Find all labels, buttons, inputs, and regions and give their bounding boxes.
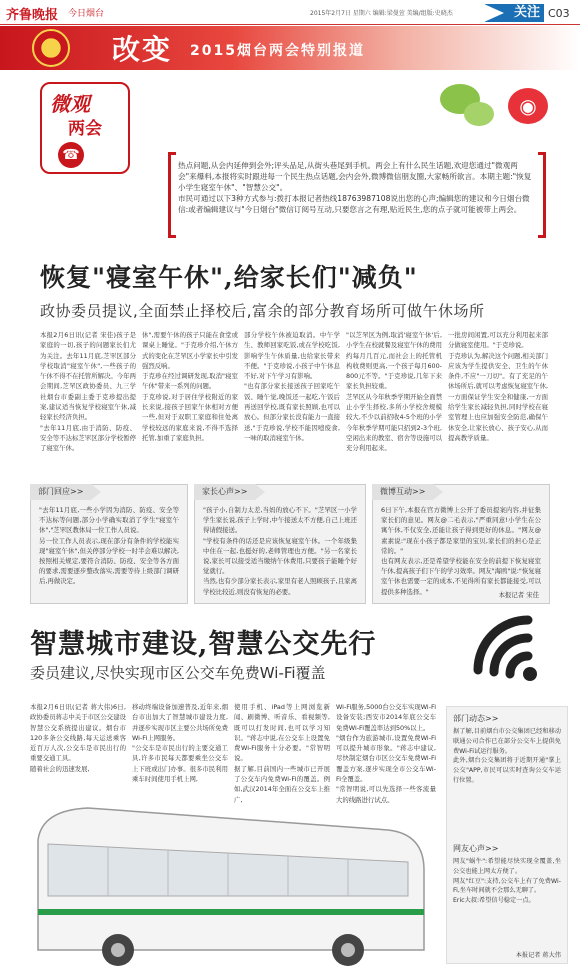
box-heading: 部门回应>> xyxy=(30,484,91,500)
weiguan-line2: 两会 xyxy=(68,119,102,139)
article1-col-2: 休",需要午休的孩子只能在食堂或课桌上睡觉。"于克珍介绍,午休方式的变化在芝罘区小学家长中引发强烈反响。 于克珍在经过调研发现,取消"寝室午休"带来一系列的问题。 于克珍说,对于居住学校附近的家长来说,接孩子回家午休相对方便一些,但对于双职工家庭和住处离学校较远的家庭来说,不得不选择托管,加重了家庭负担。 xyxy=(142,331,238,442)
box-heading: 微博互动>> xyxy=(372,484,433,500)
section-label: 关注 xyxy=(484,4,544,22)
article1-headline: 恢复"寝室午休",给家长们"减负" xyxy=(40,263,418,292)
intro-text: 热点问题,从会内延伸到会外;评头品足,从街头巷尾到手机。两会上有什么民生话题,欢迎您通过"微观两会"来爆料,本报将实时跟进每一个民生热点话题,会内会外,微博微信朋友圈,大家畅所欲言。本期主题:"恢复小学生寝室午休"、"智慧公交"。 市民可通过以下3种方式参与:拨打本报记者热线18763987108说出您的心声;编辑您的建议和今日烟台微信:或者编辑建议与"今日烟台"微信订阅号互动,只要您言之有理,贴近民生,您的点子就可能被带上两会。 xyxy=(178,161,532,214)
box-text: "孩子小,自制力太差,当妈的放心不下。"芝罘区一小学学生家长说,孩子上学时,中午接送太不方便,自己上班还得请假接送。 "学校有条件的话还是应该恢复寝室午休。一个年级集中住在一起,也挺好的,老师管理也方便。"另一名家长说,家长可以接受适当缴纳午休费用,只要孩子能睡个好觉就行。 当然,也有少部分家长表示,家里有老人照顾孩子,且家离学校比较近,则没有恢复的必要。 xyxy=(203,506,357,596)
article2-headline: 智慧城市建设,智慧公交先行 xyxy=(30,629,377,660)
banner-title: 改变 xyxy=(112,33,173,66)
parents-voice-box xyxy=(194,484,366,604)
box-heading: 家长心声>> xyxy=(194,484,255,500)
sidebar-text-1: 据了解,目前烟台市公交集团已经和移动联通公司合作已在部分公交车上提供免费Wi-Fi试运行服务。 此外,烟台公交集团将于近期开通"掌上公交"APP,市民可以实时查询公交车运行位置。 xyxy=(453,728,561,784)
box-text: "去年11月底,一些小学因为消防、防疫、安全等不达标等问题,部分小学确实取消了学生"寝室午休","芝罘区教体局一位工作人员说。 另一位工作人员表示,现在部分有条件的学校能实现"寝室午休",但关停部分学校一时半会难以解决,按照相关规定,要符合消防、防疫、安全等各方面的要求,需要逐步整改落实,需要等待上级部门调研后,再做决定。 xyxy=(39,506,179,586)
article1-col-4: "以芝罘区为例,取消'寝室午休'后,小学生在校就餐及寝室午休的费用约每月几百元,而社会上的托管机构收费则更高,一个孩子每月600-800元不等。"于克珍说,几年下来家长负担较重。 芝罘区从今年秋季学期开始全面禁止小学生择校,多所小学校舍规模较大,不少以前招收4-5个班的小学今年秋季学期可能只招到2-3个班,空闲出来的教室、宿舍等设施可以充分利用起来。 xyxy=(346,331,442,453)
box-text: 6日下午,本报在官方微博上公开了委员提案内容,并征集家长们的意见。网友@二毛表示,"严重同意!小学生在公寓午休,不仅安全,还能让孩子得到更好的休息。"网友@素素说:"现在小孩子都是家里的宝贝,家长们的担心是正常的。" 也有网友表示,还是希望学校能在安全的前提下恢复寝室午休,提高孩子们下午的学习效率。网友"海鸥"说:"恢复寝室午休也需要一定的成本,不见得所有家长都能接受,可以提供多种选择。" xyxy=(381,506,541,596)
article1-subheadline: 政协委员提议,全面禁止择校后,富余的部分教育场所可做午休场所 xyxy=(40,302,485,320)
article1-col-1: 本报2月6日讯(记者 宋佳)孩子是家庭的一切,孩子的问题家长们尤为关注。去年11月底,芝罘区部分学校取消"寝室午休",一些孩子的午休不得不在托管所解决。今年两会期间,芝罘区政协委员、九三学社烟台市委副主委于克珍提出提案,建议适当恢复学校寝室午休,减轻家长经济负担。 "去年11月底,由于消防、防疫、安全等不达标芝罘区部分学校暂停了寝室午休。 xyxy=(40,331,136,453)
article1-col-5: 一批房间闲置,可以充分利用起来部分做寝室使用。"于克珍说。 于克珍认为,解决这个问题,相关部门应该为学生提供安全、卫生的午休条件,不应"一刀切"。有了充足的午休场所后,就可以考虑恢复寝室午休,一方面保证学生安全和健康,一方面给学生家长减轻负担,同时学校在寝室管理上也应加强安全防范,确保午休安全,让家长放心、孩子安心,从而提高教学质量。 xyxy=(448,331,548,442)
sidebar-heading-2: 网友心声>> xyxy=(453,844,499,853)
sidebar-text-2: 网友"蜗牛":希望能尽快实现全覆盖,坐公交也能上网太方便了。 网友"红豆":支持,公交车上有了免费Wi-Fi,坐车时间就不会那么无聊了。 Eric大叔:希望信号稳定一点。 xyxy=(453,858,561,905)
banner-subtitle: 2015烟台两会特别报道 xyxy=(190,43,365,59)
sidebar-byline: 本报记者 蒋大伟 xyxy=(515,952,561,959)
masthead xyxy=(0,0,580,25)
department-response-box xyxy=(30,484,188,604)
edition-name: 今日烟台 xyxy=(68,9,105,19)
newspaper-logo: 齐鲁晚报 xyxy=(6,8,59,23)
special-banner xyxy=(0,26,580,70)
article2-col-4: Wi-Fi服务,5000台公交车实现Wi-Fi设备安装;西安市2014年底公交车免费Wi-Fi覆盖率达到50%以上。 "烟台作为旅游城市,设置免费Wi-Fi可以提升城市形象。"蒋志中建议,尽快制定烟台市区公交车免费Wi-Fi覆盖方案,逐步实现全市公交车Wi-Fi全覆盖。 "常智明说,可以先选择一些客流量大的线路进行试点。 xyxy=(336,703,436,804)
phone-icon: ☎ xyxy=(58,142,84,168)
sidebar-heading-1: 部门动态>> xyxy=(453,714,499,723)
weiguan-logo xyxy=(40,82,130,174)
article2-col-1: 本报2月6日讯(记者 蒋大伟)6日,政协委员蒋志中关于市区公交建设智慧公交系统提出建议。烟台市120多条公交线路,每天运送乘客近百万人次,公交车是市民出行的重要交通工具。 随着社会的迅速发展, xyxy=(30,703,126,773)
issue-meta: 2015年2月7日 星期六 编辑:梁曼萱 美编/组版:史晓杰 xyxy=(310,10,453,17)
weiguan-line1: 微观 xyxy=(50,92,90,116)
page-number: C03 xyxy=(548,7,570,20)
national-emblem-icon xyxy=(32,29,70,67)
bracket-left xyxy=(168,152,176,238)
article2-subheadline: 委员建议,尽快实现市区公交车免费Wi-Fi覆盖 xyxy=(30,664,326,682)
weibo-interaction-box xyxy=(372,484,550,604)
intro-box xyxy=(168,152,546,238)
wechat-icon-small xyxy=(464,102,494,126)
box-byline: 本报记者 宋佳 xyxy=(498,591,539,599)
article1-col-3: 部分学校午休被迫取消。中午学生、教师回家吃饭,或在学校吃饭,影响学生午休质量,也给家长带来不便。"于克珍说,小孩子中午休息不好,对下午学习有影响。 "也有部分家长接送孩子回家吃午饭、睡午觉,晚饭还一起吃,午饭后再送回学校,既有家长照顾,也可以放心。但部分家长没有能力一直接送,"于克珍说,学校不能因噎废食,一味的取消寝室午休。 xyxy=(244,331,340,442)
bracket-right xyxy=(538,152,546,238)
bus-illustration xyxy=(28,800,434,960)
weibo-icon: ◉ xyxy=(508,88,548,124)
sidebar-panel xyxy=(446,706,568,964)
article2-col-3: 使用手机、iPad等上网浏览新闻、刷微博、听音乐、看视频等,既可以打发时间,也可以学习知识。"蒋志中说,在公交车上设置免费Wi-Fi服务十分必要。"常智明说。 据了解,目前国内一些城市已开展了公交车内免费Wi-Fi的覆盖。例如,武汉2014年全面在公交车上推广, xyxy=(234,703,330,804)
wifi-icon xyxy=(458,600,558,684)
article2-col-2: 移动终端设备加速普及,近年来,烟台市出加大了智慧城市建设力度,并逐步实现市区主要公共场所免费Wi-Fi上网服务。 "公交车是市民出行的主要交通工具,许多市民每天都要乘坐公交车上下班或出门办事。很多市民利用乘车时间使用手机上网, xyxy=(132,703,228,784)
